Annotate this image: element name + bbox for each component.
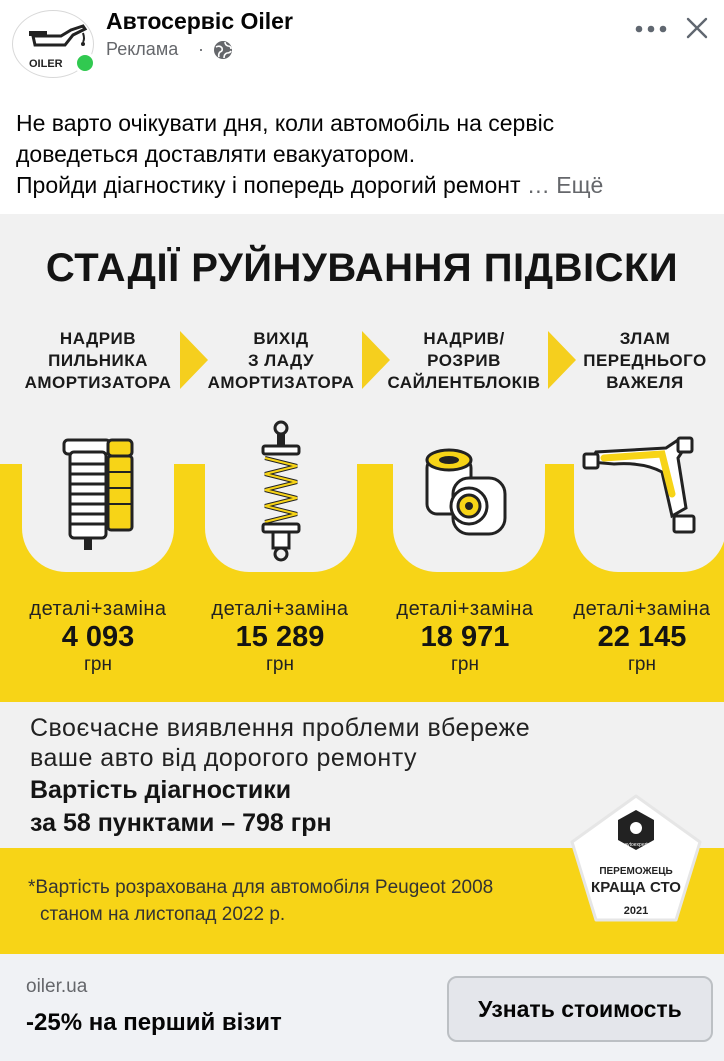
control-arm-icon bbox=[574, 412, 724, 572]
ad-image[interactable] bbox=[0, 214, 724, 954]
stage-label: ЗЛАМ ПЕРЕДНЬОГО ВАЖЕЛЯ bbox=[583, 329, 707, 392]
silent-block-icon bbox=[393, 412, 545, 572]
icon-card bbox=[205, 412, 357, 572]
award-badge bbox=[566, 792, 706, 932]
cta-bar[interactable] bbox=[0, 954, 724, 1061]
price-block: деталі+заміна 4 093 грн bbox=[29, 598, 167, 675]
close-icon[interactable] bbox=[686, 17, 708, 39]
learn-price-button[interactable]: Узнать стоимость bbox=[447, 976, 713, 1042]
online-status-dot bbox=[74, 52, 96, 74]
stage-label: НАДРИВ ПИЛЬНИКА АМОРТИЗАТОРА bbox=[24, 329, 172, 392]
globe-icon bbox=[213, 40, 233, 60]
separator-dot: · bbox=[198, 39, 204, 59]
price-block: деталі+заміна 22 145 грн bbox=[573, 598, 711, 675]
sponsored-label[interactable]: Реклама bbox=[106, 39, 179, 59]
post-text-line: доведеться доставляти евакуатором. bbox=[16, 141, 416, 167]
promo-text: Своєчасне виявлення проблеми вбереже bbox=[30, 714, 531, 742]
shock-boot-icon bbox=[22, 412, 174, 572]
svg-text:OILER: OILER bbox=[29, 58, 63, 70]
icon-card bbox=[574, 412, 724, 572]
shock-absorber-icon bbox=[205, 412, 357, 572]
promo-text: ваше авто від дорогого ремонту bbox=[30, 744, 417, 772]
link-domain[interactable]: oiler.ua bbox=[26, 976, 88, 997]
stage-label: ВИХІД З ЛАДУ АМОРТИЗАТОРА bbox=[207, 329, 355, 392]
icon-card bbox=[22, 412, 174, 572]
page-name-link[interactable]: Автосервіс Oiler bbox=[106, 8, 293, 34]
post-text-line: Не варто очікувати дня, коли автомобіль на сервіс bbox=[16, 110, 555, 136]
price-block: деталі+заміна 18 971 грн bbox=[396, 598, 534, 675]
price-block: деталі+заміна 15 289 грн bbox=[211, 598, 349, 675]
ad-title: СТАДІЇ РУЙНУВАННЯ ПІДВІСКИ bbox=[45, 246, 679, 290]
post-text-line: Пройди діагностику і попередь дорогий ремонт bbox=[16, 172, 521, 198]
see-more-link[interactable]: … Ещё bbox=[520, 172, 604, 198]
diagnostics-price-text: Вартість діагностики bbox=[30, 776, 292, 804]
svg-text:ПЕРЕМОЖЕЦЬ: ПЕРЕМОЖЕЦЬ bbox=[599, 866, 673, 877]
footnote-text: *Вартість розрахована для автомобіля Peugeot 2008 bbox=[28, 877, 494, 898]
svg-text:КРАЩА СТО: КРАЩА СТО bbox=[591, 879, 681, 896]
svg-text:avtoexpert: avtoexpert bbox=[624, 842, 648, 848]
link-headline[interactable]: -25% на перший візит bbox=[26, 1009, 282, 1036]
svg-text:2021: 2021 bbox=[623, 905, 649, 917]
diagnostics-price-text: за 58 пунктами – 798 грн bbox=[30, 809, 332, 837]
post-header bbox=[0, 0, 724, 100]
footnote-text: станом на листопад 2022 р. bbox=[40, 904, 286, 925]
icon-card bbox=[393, 412, 545, 572]
post-text bbox=[16, 108, 724, 201]
stage-label: НАДРИВ/ РОЗРИВ САЙЛЕНТБЛОКІВ bbox=[387, 329, 541, 392]
more-options-icon[interactable] bbox=[634, 20, 668, 38]
